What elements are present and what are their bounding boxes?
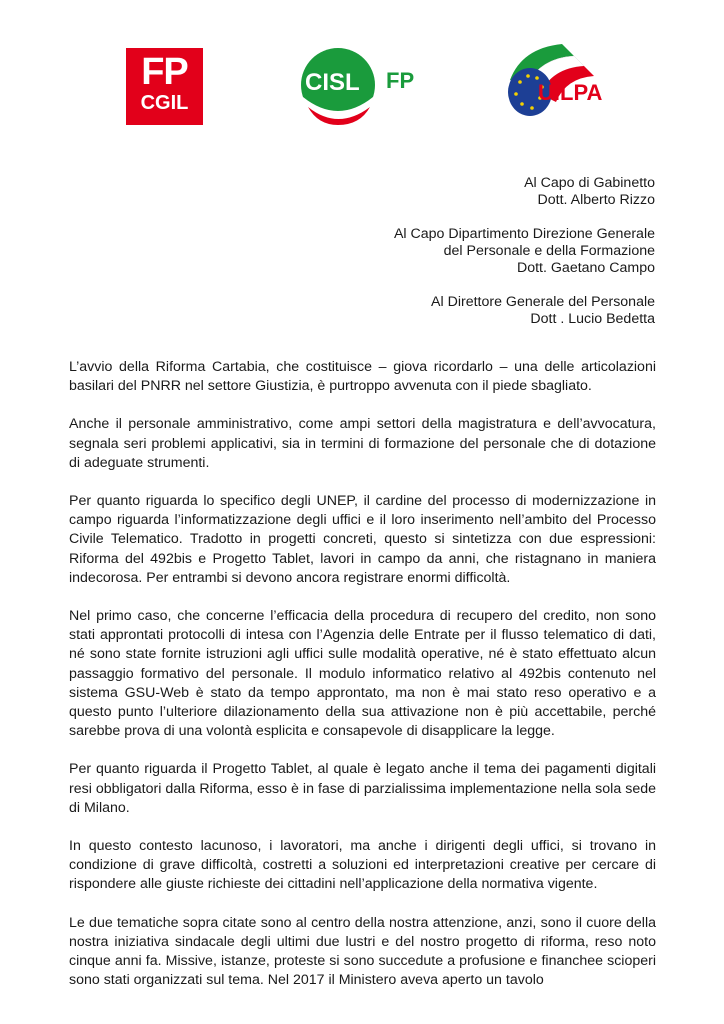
cisl-fp-logo-cisl-text: CISL <box>305 69 360 96</box>
recipient-line: Dott. Gaetano Campo <box>516 260 655 276</box>
recipients-block <box>394 175 655 345</box>
paragraph: L’avvio della Riforma Cartabia, che costituisce – giova ricordarlo – una delle articolazioni basilari del PNRR nel settore Giustizia, è purtroppo avvenuta con il piede sbagliato. <box>69 359 656 395</box>
paragraph: Le due tematiche sopra citate sono al centro della nostra attenzione, anzi, sono il cuore della nostra iniziativa sindacale degli ultimi due lustri e del nostro progetto di riforma, reso noto cinque anni fa. Missive, istanze, proteste si sono succedute a profusione e financhee scioperi sono stati organizzati sul tema. Nel 2017 il Ministero aveva aperto un tavolo <box>69 914 656 989</box>
paragraph: Anche il personale amministrativo, come ampi settori della magistratura e dell’avvocatura, segnala seri problemi applicativi, sia in termini di formazione del personale che di dotazione di adeguate strumenti. <box>69 416 656 471</box>
paragraph: In questo contesto lacunoso, i lavoratori, ma anche i dirigenti degli uffici, si trovano in condizione di grave difficoltà, costretti a soluzioni ed interpretazioni creative per cercare di rispondere alle giuste richieste dei cittadini nell’applicazione della normativa vigente. <box>69 838 656 893</box>
paragraph: Per quanto riguarda lo specifico degli UNEP, il cardine del processo di modernizzazione in campo riguarda l’informatizzazione degli uffici e il loro inserimento nell’ambito del Processo Civile Telematico. Tradotto in progetti concreti, questo si sintetizza con due espressioni: Riforma del 492bis e Progetto Tablet, lavori in campo da anni, che ristagnano in maniera indecorosa. Per entrambi si devono ancora registrare enormi difficoltà. <box>69 493 656 586</box>
recipient-line: Dott . Lucio Bedetta <box>530 311 655 327</box>
recipient-line: Al Capo Dipartimento Direzione Generale <box>393 226 655 242</box>
cisl-fp-logo-fp-text: FP <box>386 68 415 93</box>
fp-cgil-logo-cgil-text: CGIL <box>140 92 189 114</box>
cisl-fp-logo <box>298 45 428 129</box>
logo-bar <box>0 40 724 130</box>
recipient-line: Al Capo di Gabinetto <box>524 175 655 191</box>
fp-cgil-logo-fp-text: FP <box>141 51 188 93</box>
letter-body <box>69 358 656 1009</box>
recipient-chief-of-cabinet <box>394 175 655 209</box>
recipient-line: del Personale e della Formazione <box>443 243 655 259</box>
uilpa-logo <box>500 42 612 122</box>
recipient-line: Dott. Alberto Rizzo <box>537 192 655 208</box>
uilpa-logo-text: UILPA <box>538 80 603 105</box>
paragraph: Nel primo caso, che concerne l’efficacia della procedura di recupero del credito, non sono stati approntati protocolli di intesa con l’Agenzia delle Entrate per il flusso telematico di dati, né sono state fornite istruzioni agli uffici sulle modalità operative, né è stato effettuato alcun passaggio formativo del personale. Il modulo informatico relativo al 492bis contenuto nel sistema GSU-Web è stato da tempo approntato, ma non è mai stato reso operativo e a questo punto l’ulteriore dilazionamento della sua attivazione non è più accettabile, perché sarebbe prova di una volontà esplicita e consapevole di disapplicare la legge. <box>69 608 656 740</box>
recipient-department-head <box>394 226 655 277</box>
paragraph: Per quanto riguarda il Progetto Tablet, al quale è legato anche il tema dei pagamenti digitali resi obbligatori dalla Riforma, esso è in fase di parzialissima implementazione nella sola sede di Milano. <box>69 761 656 816</box>
recipient-line: Al Direttore Generale del Personale <box>431 294 655 310</box>
recipient-personnel-director <box>394 294 655 328</box>
fp-cgil-logo <box>126 48 203 125</box>
